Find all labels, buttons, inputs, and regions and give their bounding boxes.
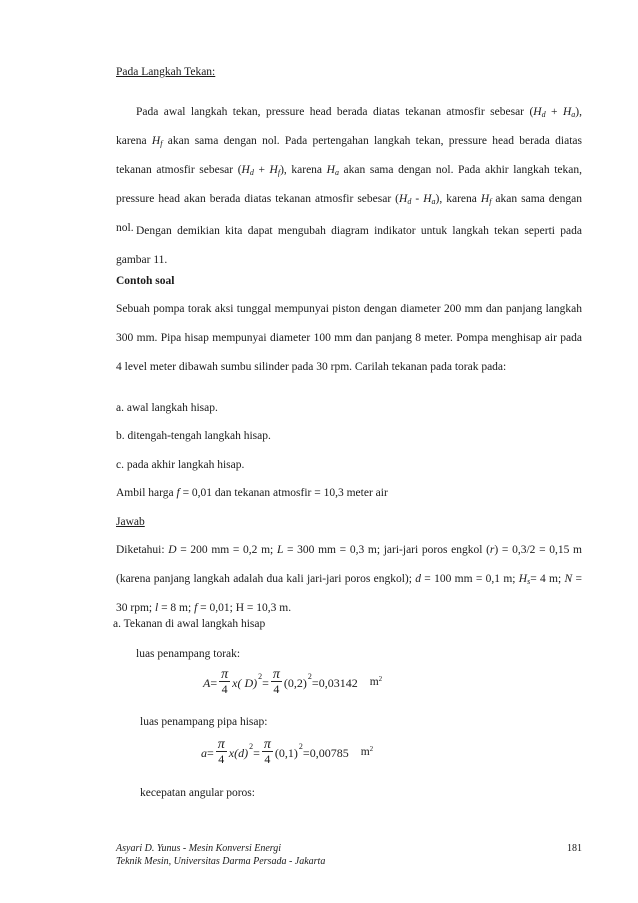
list-item-a: a. awal langkah hisap. (116, 402, 218, 414)
piston-area-label: luas penampang torak: (136, 648, 241, 660)
section-title: Pada Langkah Tekan: (116, 66, 216, 78)
page-number: 181 (567, 843, 582, 854)
paragraph-assumptions: Ambil harga f = 0,01 dan tekanan atmosfir = 10,3 meter air (116, 487, 388, 499)
footer (116, 842, 582, 868)
paragraph-indicator-diagram: Dengan demikian kita dapat mengubah diagram indikator untuk langkah tekan seperti pada gambar 11. (116, 225, 582, 266)
paragraph-problem: Sebuah pompa torak aksi tunggal mempunyai piston dengan diameter 200 mm dan panjang langkah 300 mm. Pipa hisap mempunyai diameter 100 mm dan panjang 8 meter. Pompa menghisap air pada 4 level meter dibawah sumbu silinder pada 30 rpm. Carilah tekanan pada torak pada: (116, 303, 582, 373)
angular-velocity-label: kecepatan angular poros: (140, 787, 255, 799)
paragraph-given: Diketahui: D = 200 mm = 0,2 m; L = 300 mm = 0,3 m; jari-jari poros engkol (r) = 0,3/2 = 0,15 m (karena panjang langkah adalah dua kali jari-jari poros engkol); d = 100 mm = 0,1 m; $H_s= 4$ m; N = 30 rpm; l = 8 m; f = 0,01; H = 10,3 m. (116, 544, 582, 614)
example-title: Contoh soal (116, 275, 175, 287)
footer-author: Asyari D. Yunus - Mesin Konversi Energi (116, 843, 282, 854)
list-item-c: c. pada akhir langkah hisap. (116, 459, 245, 471)
paragraph-compression-stroke: Pada awal langkah tekan, pressure head berada diatas tekanan atmosfir sebesar $(H_d + H_a)$, karena $H_f$ akan sama dengan nol. Pada pertengahan langkah tekan, pressure head berada diatas tekanan atmosfir sebesar $(H_d + H_f)$, karena $H_a$ akan sama dengan nol. Pada akhir langkah tekan, pressure head akan berada diatas tekanan atmosfir sebesar $(H_d - H_a)$, karena $H_f$ akan sama dengan nol. (116, 106, 582, 234)
part-a-title: a. Tekanan di awal langkah hisap (113, 618, 266, 630)
list-item-b: b. ditengah-tengah langkah hisap. (116, 430, 271, 442)
footer-institution: Teknik Mesin, Universitas Darma Persada - Jakarta (116, 856, 326, 867)
formula-piston-area: A = $\frac{\pi}{4}$ x( D) 2 = $\frac{\pi}{4}$ (0,2) 2 = 0,03142 $m^2$ (203, 667, 383, 696)
formula-pipe-area: a = $\frac{\pi}{4}$ x(d) 2 = $\frac{\pi}{4}$ (0,1) 2 = 0,00785 $m^2$ (201, 737, 374, 766)
pipe-area-label: luas penampang pipa hisap: (140, 716, 268, 728)
answer-title: Jawab (116, 516, 145, 528)
